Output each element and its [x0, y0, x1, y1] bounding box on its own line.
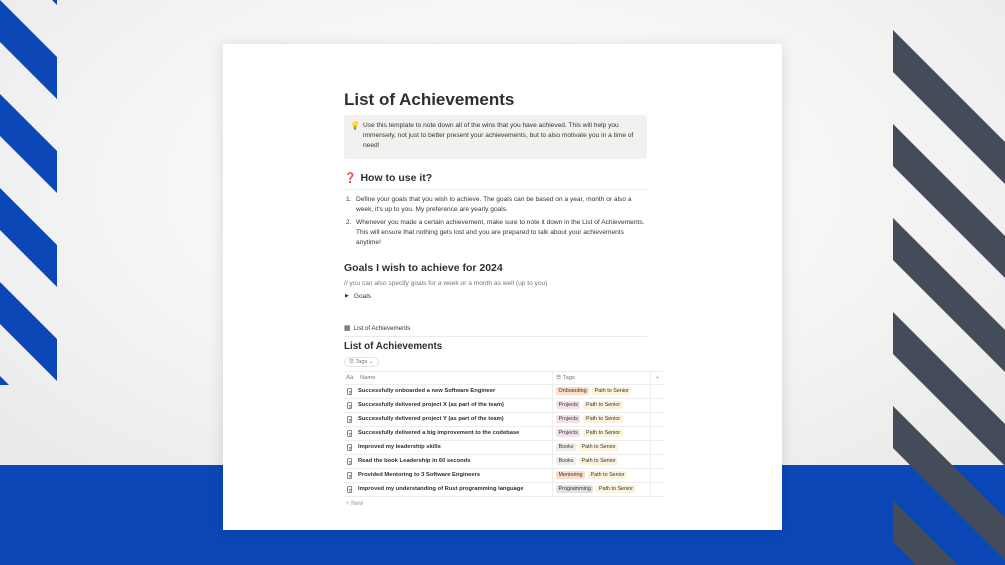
cell-name[interactable] — [344, 385, 553, 398]
tag-badge: Books — [556, 457, 576, 465]
list-item-text: Whenever you made a certain achievement, make sure to note it down in the List of Achievements. This will ensure that nothing gets lost and you are prepared to talk about your achievements anytime! — [356, 219, 645, 246]
stripe — [0, 94, 57, 193]
list-item-number: 2. — [346, 219, 352, 226]
right-stripes-decoration — [893, 0, 1005, 565]
row-name: Read the book Leadership in 60 seconds — [358, 458, 471, 464]
goals-heading: Goals I wish to achieve for 2024 — [344, 262, 503, 274]
tag-badge: Path to Senior — [588, 471, 627, 479]
list-item — [344, 218, 647, 248]
divider — [344, 189, 647, 190]
cell-tags[interactable] — [553, 399, 651, 412]
cell-name[interactable] — [344, 413, 553, 426]
list-item-text: Define your goals that you wish to achieve. The goals can be based on a year, month or also a week, it's up to you. My preference are yearly goals. — [356, 196, 632, 213]
tag-badge: Path to Senior — [583, 415, 622, 423]
page-title: List of Achievements — [344, 90, 515, 109]
page-icon — [347, 430, 352, 437]
column-header-tags[interactable] — [553, 372, 651, 385]
new-row-button[interactable]: + New — [346, 501, 364, 507]
row-name: Improved my understanding of Rust programming language — [358, 486, 524, 492]
add-column-button[interactable]: + — [655, 375, 660, 381]
goals-toggle-label: Goals — [353, 293, 372, 300]
cell-name[interactable] — [344, 483, 553, 496]
cell-tags[interactable] — [553, 455, 651, 468]
table-row[interactable] — [344, 399, 664, 413]
table-row[interactable] — [344, 469, 664, 483]
stripe — [0, 376, 57, 385]
tag-badge: Mentoring — [556, 471, 585, 479]
table-header — [344, 371, 664, 385]
goals-note: // you can also specify goals for a week or a month as well (up to you) — [344, 280, 548, 287]
left-stripes-decoration — [0, 0, 57, 385]
page-icon — [347, 486, 352, 493]
table-row[interactable] — [344, 483, 664, 497]
page-icon — [347, 444, 352, 451]
tag-badge: Projects — [556, 401, 580, 409]
table-row[interactable] — [344, 413, 664, 427]
row-name: Successfully onboarded a new Software Engineer — [358, 388, 496, 394]
tag-badge: Path to Senior — [583, 401, 622, 409]
lightbulb-icon: 💡 — [350, 121, 360, 130]
cell-tags[interactable] — [553, 441, 651, 454]
stripe — [0, 282, 57, 381]
list-icon: ☰ — [349, 359, 356, 365]
row-name: Improved my leadership skills — [358, 444, 441, 450]
cell-name[interactable] — [344, 399, 553, 412]
how-to-heading-text: How to use it? — [360, 172, 433, 184]
cell-name[interactable] — [344, 427, 553, 440]
table-row[interactable] — [344, 427, 664, 441]
list-item-number: 1. — [346, 196, 352, 203]
column-header-name[interactable] — [344, 372, 553, 385]
database-title: List of Achievements — [344, 341, 443, 352]
database-view-tab-label: List of Achievements — [353, 325, 411, 332]
chevron-down-icon: ⌄ — [367, 359, 374, 365]
cell-name[interactable] — [344, 469, 553, 482]
how-to-heading — [344, 172, 432, 184]
cell-tags[interactable] — [553, 427, 651, 440]
stripe — [0, 0, 57, 5]
list-item — [344, 195, 647, 215]
tag-badge: Onboarding — [556, 387, 589, 395]
page-icon — [347, 458, 352, 465]
callout — [344, 115, 647, 159]
divider — [344, 336, 647, 337]
cell-name[interactable] — [344, 441, 553, 454]
callout-text: Use this template to note down all of the wins that you have achieved. This will help you immensely, not just to better present your achievements, but to also motivate you in a time of need! — [363, 122, 634, 149]
cell-tags[interactable] — [553, 413, 651, 426]
filter-chip-label: Tags — [355, 359, 368, 365]
how-to-list — [344, 195, 647, 251]
cell-name[interactable] — [344, 455, 553, 468]
tag-badge: Books — [556, 443, 576, 451]
toggle-triangle-icon[interactable]: ▶ — [345, 293, 349, 299]
row-name: Successfully delivered a big improvement to the codebase — [358, 430, 520, 436]
table-view-icon: ▦ — [344, 325, 351, 332]
text-property-icon: Aa — [346, 375, 354, 381]
page-icon — [347, 402, 352, 409]
page-icon — [347, 388, 352, 395]
tags-filter-chip[interactable] — [344, 357, 379, 367]
tag-badge: Projects — [556, 415, 580, 423]
tag-badge: Path to Senior — [579, 457, 618, 465]
achievements-table — [344, 371, 664, 511]
goals-toggle[interactable] — [345, 293, 371, 300]
tag-badge: Path to Senior — [583, 429, 622, 437]
table-row[interactable] — [344, 455, 664, 469]
list-icon: ☰ — [556, 375, 563, 381]
stripe — [0, 0, 57, 99]
tag-badge: Path to Senior — [579, 443, 618, 451]
page-icon — [347, 416, 352, 423]
row-name: Provided Mentoring to 3 Software Engineers — [358, 472, 481, 478]
tag-badge: Programming — [556, 485, 593, 493]
row-name: Successfully delivered project Y (as part of the team) — [358, 416, 504, 422]
stripe — [0, 188, 57, 287]
tag-badge: Projects — [556, 429, 580, 437]
tag-badge: Path to Senior — [596, 485, 635, 493]
notion-page — [223, 44, 782, 530]
table-row[interactable] — [344, 441, 664, 455]
page-icon — [347, 472, 352, 479]
table-row[interactable] — [344, 385, 664, 399]
cell-tags[interactable] — [553, 469, 651, 482]
tag-badge: Path to Senior — [592, 387, 631, 395]
cell-tags[interactable] — [553, 483, 651, 496]
column-header-name-label: Name — [360, 375, 376, 381]
question-mark-icon: ❓ — [344, 173, 357, 184]
cell-tags[interactable] — [553, 385, 651, 398]
column-header-tags-label: Tags — [562, 375, 575, 381]
row-name: Successfully delivered project X (as part of the team) — [358, 402, 504, 408]
